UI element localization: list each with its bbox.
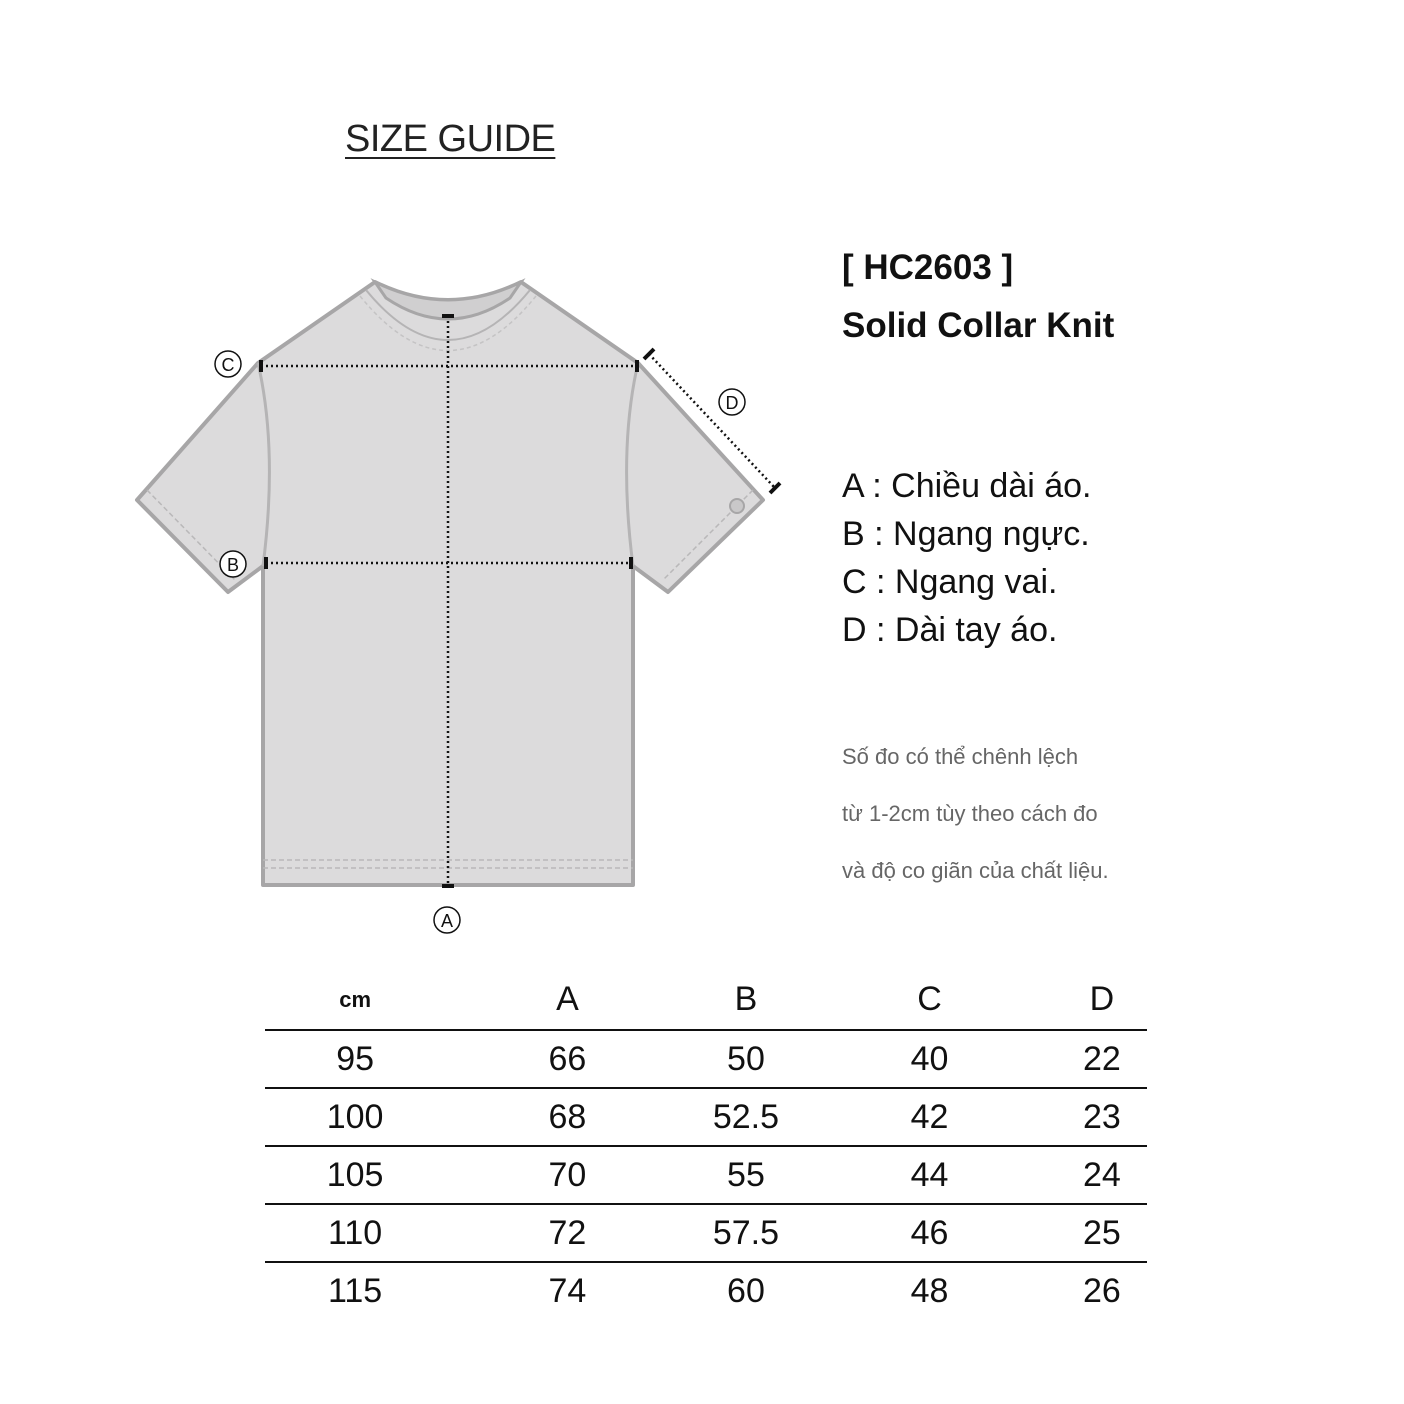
table-row (265, 1262, 1147, 1319)
table-row (265, 1030, 1147, 1088)
svg-text:A: A (440, 911, 454, 931)
marker-b (220, 551, 246, 577)
table-cell: 74 (548, 1271, 587, 1310)
table-cell: 48 (910, 1271, 949, 1310)
tshirt-diagram (120, 260, 800, 950)
table-cell: 24 (1057, 1146, 1147, 1204)
table-cell: 70 (445, 1146, 689, 1204)
table-cell: 55 (690, 1146, 803, 1204)
table-cell: 100 (265, 1088, 445, 1146)
marker-a (434, 907, 460, 933)
table-cell: 50 (690, 1030, 803, 1088)
column-header-a: A (445, 970, 689, 1030)
note-line-3: và độ co giãn của chất liệu. (842, 858, 1109, 883)
svg-text:B: B (226, 555, 240, 575)
legend-item-c: C : Ngang vai. (842, 563, 1058, 601)
table-cell: 105 (265, 1146, 445, 1204)
note-line-1: Số đo có thể chênh lệch (842, 744, 1079, 769)
legend-item-b: B : Ngang ngực. (842, 515, 1090, 553)
table-cell: 26 (1083, 1271, 1121, 1310)
column-header-c: C (802, 970, 1057, 1030)
column-header-d: D (1057, 970, 1147, 1030)
table-cell: 68 (445, 1088, 689, 1146)
table-cell: 52.5 (690, 1088, 803, 1146)
table-row (265, 1204, 1147, 1262)
product-code: [ HC2603 ] (842, 248, 1014, 287)
table-cell: 40 (802, 1030, 1057, 1088)
legend-item-a: A : Chiều dài áo. (842, 467, 1092, 505)
table-cell: 23 (1057, 1088, 1147, 1146)
table-cell: 72 (445, 1204, 689, 1262)
legend-item-d: D : Dài tay áo. (842, 611, 1058, 649)
marker-d (719, 389, 745, 415)
table-cell: 95 (265, 1030, 445, 1088)
table-cell: 25 (1057, 1204, 1147, 1262)
svg-text:D: D (725, 393, 739, 413)
table-cell: 115 (328, 1271, 383, 1310)
table-cell: 46 (802, 1204, 1057, 1262)
table-header-row (265, 970, 1147, 1030)
table-row (265, 1088, 1147, 1146)
table-cell: 60 (727, 1271, 765, 1310)
size-table (265, 970, 1147, 1319)
product-name: Solid Collar Knit (842, 306, 1115, 345)
table-cell: 44 (802, 1146, 1057, 1204)
column-header-b: B (690, 970, 803, 1030)
column-header-unit: cm (265, 970, 445, 1030)
table-row (265, 1146, 1147, 1204)
table-cell: 110 (265, 1204, 445, 1262)
table-cell: 57.5 (690, 1204, 803, 1262)
svg-text:C: C (221, 355, 235, 375)
table-cell: 22 (1057, 1030, 1147, 1088)
table-cell: 42 (802, 1088, 1057, 1146)
table-cell: 66 (445, 1030, 689, 1088)
note-line-2: từ 1-2cm tùy theo cách đo (842, 801, 1098, 826)
marker-c (215, 351, 241, 377)
page-title: SIZE GUIDE (345, 118, 556, 160)
